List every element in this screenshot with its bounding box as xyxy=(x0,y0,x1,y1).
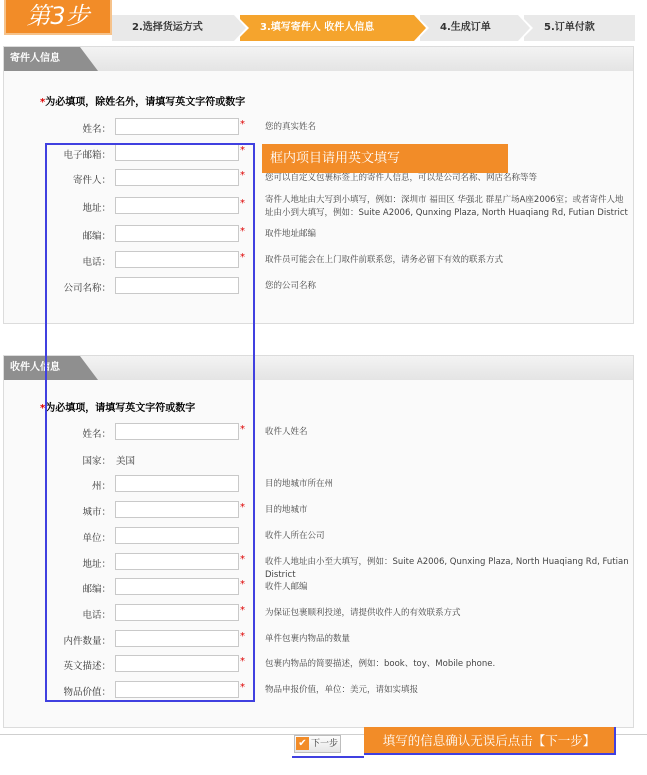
panel-tab-sender: 寄件人信息 xyxy=(4,47,80,71)
field-label: 邮编： xyxy=(82,231,111,242)
field-label: 寄件人： xyxy=(72,175,111,186)
required-star: * xyxy=(40,97,46,108)
required-star: * xyxy=(240,605,245,616)
required-star: * xyxy=(40,403,46,414)
country-value: 美国 xyxy=(116,456,136,467)
field-label: 单位： xyxy=(82,533,111,544)
step-order-payment[interactable] xyxy=(524,15,635,41)
field-hint: 物品申报价值，单位：美元，请如实填报 xyxy=(265,685,419,695)
field-hint: 寄件人地址由大写到小填写，例如：深圳市 福田区 华强北 群星广场A座2006室；或者寄件人地址由小到大填写，例如：Suite A2006, Qunxing Plaza, North Huaqiang Rd, Futian District xyxy=(265,195,628,218)
required-note-text: 为必填项，除姓名外，请填写英文字符或数字 xyxy=(45,97,246,108)
step-sender-recipient-info[interactable] xyxy=(240,15,414,41)
english-fields-highlight-box xyxy=(45,143,255,702)
field-label: 地址： xyxy=(82,203,111,214)
field-label: 姓名： xyxy=(82,429,111,440)
step-label: 3.填写寄件人 收件人信息 xyxy=(260,22,375,33)
field-label: 姓名： xyxy=(82,124,111,135)
field-hint: 为保证包裹顺利投递，请提供收件人的有效联系方式 xyxy=(265,608,461,618)
field-hint: 包裹内物品的简要描述，例如：book、toy、Mobile phone. xyxy=(265,659,496,669)
field-label: 电子邮箱： xyxy=(63,150,111,161)
field-label: 电话： xyxy=(82,257,111,268)
step-label: 4.生成订单 xyxy=(440,22,491,33)
field-label: 内件数量： xyxy=(63,636,111,647)
next-step-callout: 填写的信息确认无误后点击【下一步】 xyxy=(364,727,616,755)
english-fields-callout: 框内项目请用英文填写 xyxy=(262,144,508,173)
field-hint: 目的地城市所在州 xyxy=(265,479,334,489)
required-star: * xyxy=(240,554,245,565)
step-label: 5.订单付款 xyxy=(544,22,595,33)
field-label: 物品价值： xyxy=(63,687,111,698)
field-hint: 您可以自定义包裹标签上的寄件人信息，可以是公司名称、网店名称等等 xyxy=(265,173,538,183)
step-generate-order[interactable] xyxy=(420,15,518,41)
required-note xyxy=(40,93,245,108)
form-row-sender-name xyxy=(4,118,633,138)
sender-name-input[interactable] xyxy=(115,118,239,135)
field-hint: 您的真实姓名 xyxy=(265,122,317,132)
required-star: * xyxy=(240,631,245,642)
required-star: * xyxy=(240,226,245,237)
field-hint: 收件人所在公司 xyxy=(265,531,325,541)
field-hint: 目的地城市 xyxy=(265,505,308,515)
next-step-label: 下一步 xyxy=(311,739,339,749)
field-hint: 收件人邮编 xyxy=(265,582,308,592)
field-hint: 单件包裹内物品的数量 xyxy=(265,634,351,644)
required-star: * xyxy=(240,502,245,513)
field-label: 公司名称： xyxy=(63,283,111,294)
field-hint: 取件地址邮编 xyxy=(265,229,317,239)
required-star: * xyxy=(240,656,245,667)
field-label: 邮编： xyxy=(82,584,111,595)
field-label: 城市： xyxy=(82,507,111,518)
field-hint: 收件人姓名 xyxy=(265,427,308,437)
required-star: * xyxy=(240,424,245,435)
required-star: * xyxy=(240,170,245,181)
required-star: * xyxy=(240,145,245,156)
next-step-button[interactable] xyxy=(294,735,341,753)
required-star: * xyxy=(240,198,245,209)
check-icon: ✔ xyxy=(296,737,309,750)
step-label: 2.选择货运方式 xyxy=(132,22,203,33)
field-label: 地址： xyxy=(82,559,111,570)
required-star: * xyxy=(240,119,245,130)
panel-header xyxy=(4,47,633,71)
required-star: * xyxy=(240,579,245,590)
field-label: 州： xyxy=(91,481,111,492)
required-note-text: 为必填项，请填写英文字符或数字 xyxy=(45,403,196,414)
field-hint: 收件人地址由小至大填写，例如：Suite A2006, Qunxing Plaza, North Huaqiang Rd, Futian District xyxy=(265,557,629,580)
required-star: * xyxy=(240,682,245,693)
step-number-badge: 第3步 xyxy=(4,0,112,35)
required-star: * xyxy=(240,252,245,263)
panel-tab-recipient: 收件人信息 xyxy=(4,356,80,380)
field-label: 电话： xyxy=(82,610,111,621)
field-label: 英文描述： xyxy=(63,661,111,672)
field-label: 国家： xyxy=(82,456,111,467)
callout-underline xyxy=(292,756,364,758)
step-shipping-method[interactable] xyxy=(112,15,234,41)
field-hint: 取件员可能会在上门取件前联系您，请务必留下有效的联系方式 xyxy=(265,255,504,265)
field-hint: 您的公司名称 xyxy=(265,281,317,291)
